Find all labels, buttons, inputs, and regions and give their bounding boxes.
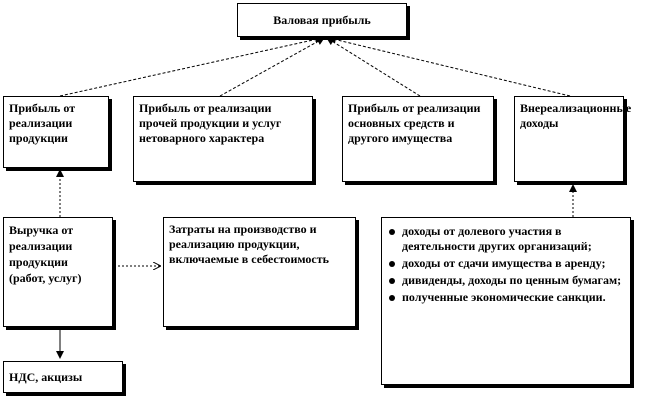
- income-item-text: доходы от долевого участия в деятельности других организаций;: [402, 224, 592, 253]
- sales-profit-label: Прибыль от реализации продукции: [9, 101, 76, 145]
- connector-nonop-to-gross: [329, 38, 570, 96]
- non-operating-income-box: [514, 96, 632, 182]
- list-item: [388, 290, 624, 305]
- other-sales-profit-label: Прибыль от реализации прочей продукции и услуг нетоварного характера: [139, 101, 282, 145]
- list-item: [388, 273, 624, 288]
- income-items-list: [388, 224, 624, 305]
- bullet-icon: [389, 261, 395, 267]
- non-operating-income-label: Внереализационные доходы: [520, 101, 632, 130]
- costs-label: Затраты на производство и реализацию продукции, включаемые в себестоимость: [169, 222, 329, 266]
- connector-assets-to-gross: [327, 38, 420, 96]
- bullet-icon: [389, 295, 395, 301]
- income-item-text: доходы от сдачи имущества в аренду;: [402, 256, 606, 270]
- list-item: [388, 256, 624, 271]
- bullet-icon: [389, 229, 395, 235]
- gross-profit-label: Валовая прибыль: [273, 13, 371, 27]
- revenue-box: [3, 217, 113, 327]
- revenue-label: Выручка от реализации продукции (работ, услуг): [9, 223, 82, 285]
- assets-profit-box: [342, 96, 494, 182]
- income-items-box: [381, 217, 631, 385]
- costs-box: [163, 217, 356, 327]
- other-sales-profit-box: [133, 96, 313, 182]
- connector-sales-to-gross: [60, 38, 322, 96]
- vat-excise-box: [3, 361, 123, 393]
- bullet-icon: [389, 278, 395, 284]
- connector-other-to-gross: [220, 38, 324, 96]
- vat-excise-label: НДС, акцизы: [9, 370, 83, 384]
- sales-profit-box: [3, 96, 109, 168]
- gross-profit-box: [237, 3, 407, 37]
- assets-profit-label: Прибыль от реализации основных средств и другого имущества: [348, 101, 481, 145]
- list-item: [388, 224, 624, 254]
- income-item-text: полученные экономические санкции.: [402, 290, 606, 304]
- income-item-text: дивиденды, доходы по ценным бумагам;: [402, 273, 622, 287]
